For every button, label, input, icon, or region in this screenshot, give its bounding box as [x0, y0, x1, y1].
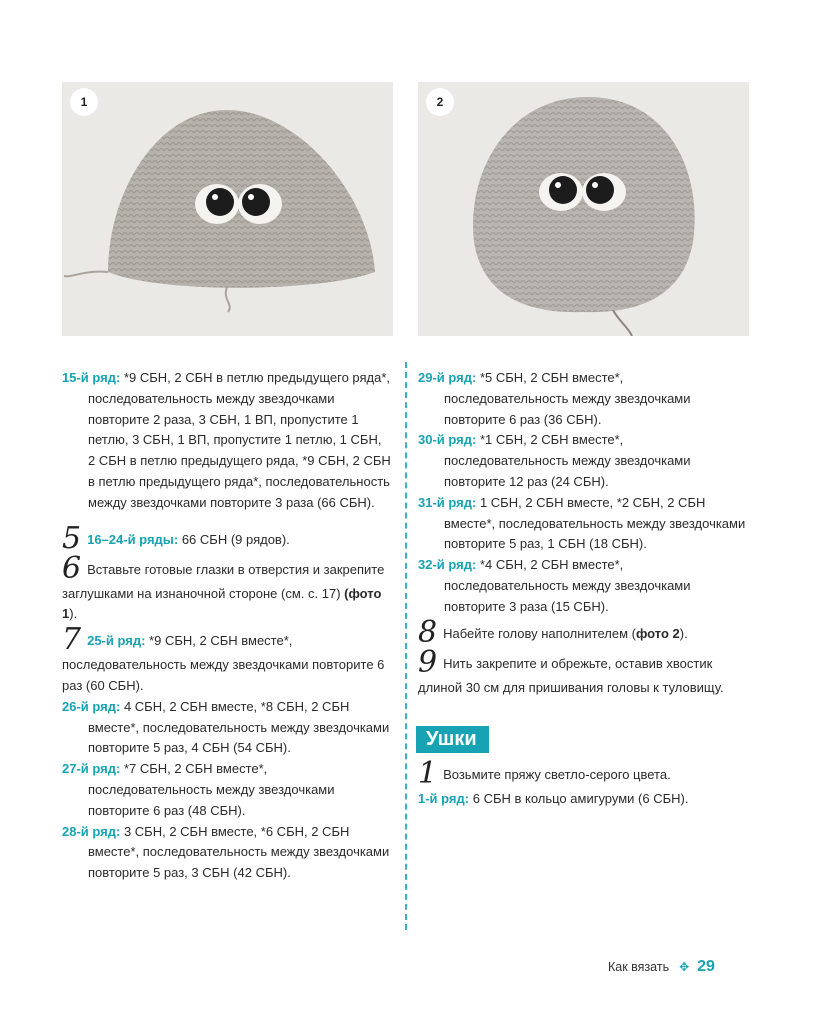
step-8: 8 Набейте голову наполнителем (фото 2). — [418, 614, 688, 650]
photo-2-badge: 2 — [426, 88, 454, 116]
left-column — [62, 368, 392, 884]
step-6: 6 Вставьте готовые глазки в отверстия и закрепите заглушками на изнаночной стороне (см. с. 17) (фото 1). — [62, 550, 385, 622]
head-illustration — [418, 82, 749, 336]
photo-1-badge: 1 — [70, 88, 98, 116]
row-27: 27-й ряд: *7 СБН, 2 СБН вместе*, последовательность между звездочками повторите 6 раз (48 СБН). — [62, 761, 335, 818]
row-32: 32-й ряд: *4 СБН, 2 СБН вместе*, последовательность между звездочками повторите 3 раза (15 СБН). — [418, 557, 691, 614]
right-column — [418, 368, 750, 810]
photo-2 — [418, 82, 749, 336]
row-30: 30-й ряд: *1 СБН, 2 СБН вместе*, последовательность между звездочками повторите 12 раз (24 СБН). — [418, 432, 691, 489]
photo-1 — [62, 82, 393, 336]
diamond-icon: ✥ — [679, 960, 690, 974]
row-28: 28-й ряд: 3 СБН, 2 СБН вместе, *6 СБН, 2 СБН вместе*, последовательность между звездочками повторите 5 раз, 3 СБН (42 СБН). — [62, 823, 390, 881]
row-31: 31-й ряд: 1 СБН, 2 СБН вместе, *2 СБН, 2 СБН вместе*, последовательность между звездочками повторите 5 раз, 1 СБН (18 СБН). — [418, 494, 746, 552]
ears-row-1: 1-й ряд: 6 СБН в кольцо амигуруми (6 СБН). — [418, 791, 689, 807]
step-5: 5 16–24-й ряды: 66 СБН (9 рядов). — [62, 520, 290, 556]
row-26: 26-й ряд: 4 СБН, 2 СБН вместе, *8 СБН, 2 СБН вместе*, последовательность между звездочками повторите 5 раз, 4 СБН (54 СБН). — [62, 698, 390, 756]
section-title-ears: Ушки — [416, 726, 489, 753]
footer-section-name: Как вязать — [608, 960, 670, 974]
hat-illustration — [62, 82, 393, 336]
step-7: 7 25-й ряд: *9 СБН, 2 СБН вместе*, последовательность между звездочками повторите 6 раз (60 СБН). — [62, 622, 385, 693]
step-9: 9 Нить закрепите и обрежьте, оставив хвостик длиной 30 см для пришивания головы к туловищу. — [418, 644, 724, 695]
row-29: 29-й ряд: *5 СБН, 2 СБН вместе*, последовательность между звездочками повторите 6 раз (36 СБН). — [418, 370, 691, 427]
column-divider — [405, 362, 407, 930]
page-number: 29 — [697, 958, 715, 975]
ears-step-1: 1 Возьмите пряжу светло-серого цвета. — [418, 756, 671, 792]
page-footer — [608, 958, 715, 976]
row-15: 15-й ряд: *9 СБН, 2 СБН в петлю предыдущего ряда*, последовательность между звездочками повторите 2 раза, 3 СБН, 1 ВП, пропустите 1 петлю, 3 СБН, 1 ВП, пропустите 1 петлю, 1 СБН, 2 СБН в петлю предыдущего ряда, *9 СБН, 2 СБН в петлю предыдущего ряда*, последовательность между звездочками повторите 3 раза (66 СБН). — [62, 370, 391, 510]
